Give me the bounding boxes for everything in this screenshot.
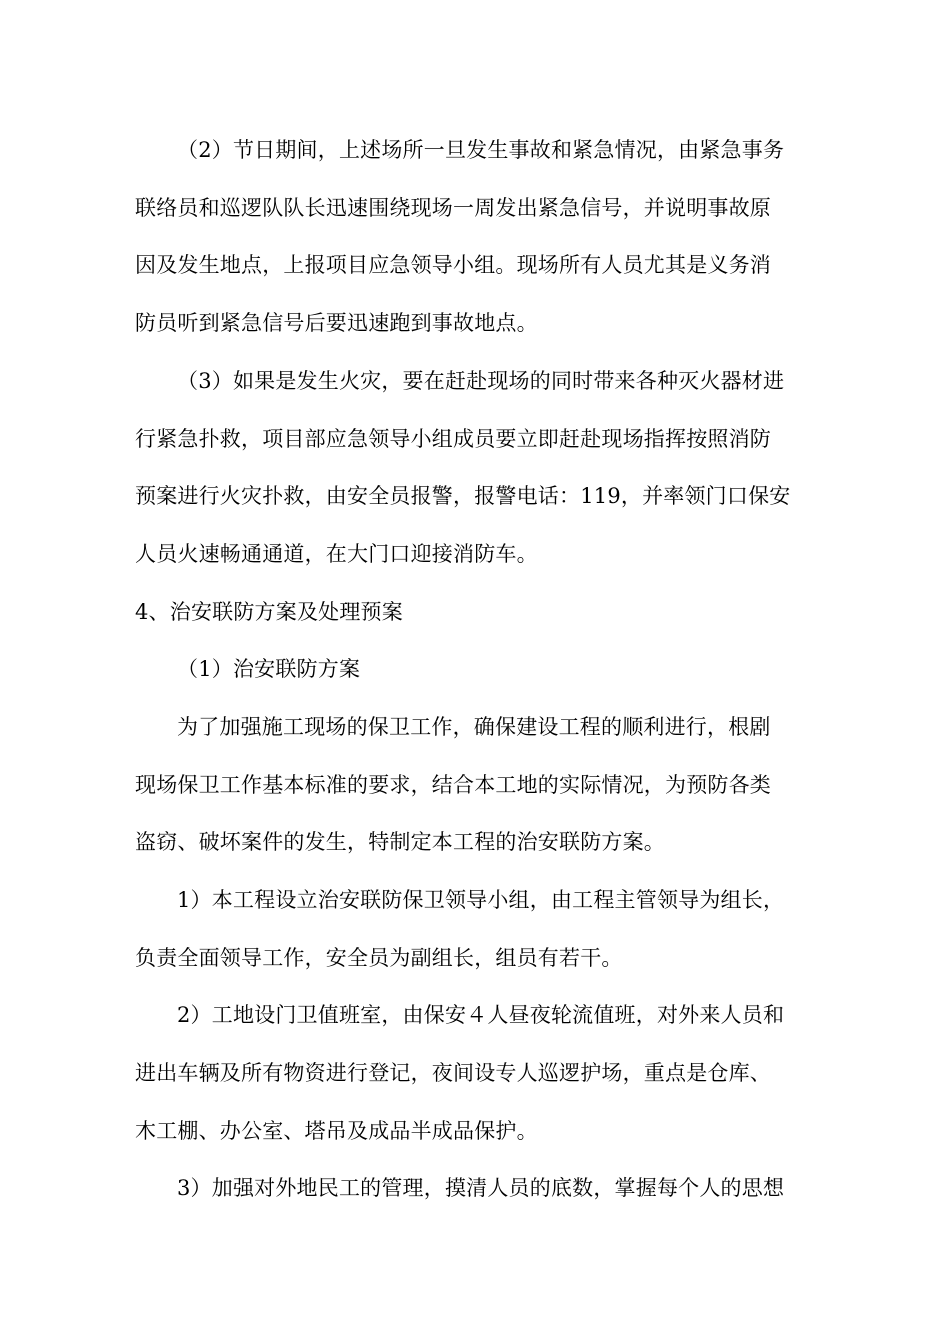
text-line: 人员火速畅通通道，在大门口迎接消防车。 — [135, 542, 538, 566]
text-line: 盗窃、破坏案件的发生，特制定本工程的治安联防方案。 — [135, 830, 665, 854]
text-line: 进出车辆及所有物资进行登记，夜间设专人巡逻护场，重点是仓库、 — [135, 1061, 771, 1085]
text-line: 为了加强施工现场的保卫工作，确保建设工程的顺利进行，根剧 — [177, 715, 771, 739]
text-line: 现场保卫工作基本标准的要求，结合本工地的实际情况，为预防各类 — [135, 773, 771, 797]
text-line: （3）如果是发生火灾，要在赶赴现场的同时带来各种灭火器材进 — [177, 369, 785, 393]
text-line: 行紧急扑救，项目部应急领导小组成员要立即赶赴现场指挥按照消防 — [135, 427, 771, 451]
text-line: 木工棚、办公室、塔吊及成品半成品保护。 — [135, 1119, 538, 1143]
text-line: 1）本工程设立治安联防保卫领导小组，由工程主管领导为组长， — [177, 888, 785, 912]
text-line: 预案进行火灾扑救，由安全员报警，报警电话：119，并率领门口保安 — [135, 484, 791, 508]
text-line: 负责全面领导工作，安全员为副组长，组员有若干。 — [135, 946, 623, 970]
subsection-heading: （1）治安联防方案 — [177, 657, 361, 681]
text-line: 因及发生地点，上报项目应急领导小组。现场所有人员尤其是义务消 — [135, 253, 771, 277]
text-line: 防员听到紧急信号后要迅速跑到事故地点。 — [135, 311, 538, 335]
text-line: 联络员和巡逻队队长迅速围绕现场一周发出紧急信号，并说明事故原 — [135, 196, 771, 220]
text-line: 3）加强对外地民工的管理，摸清人员的底数，掌握每个人的思想 — [177, 1176, 785, 1200]
section-heading: 4、治安联防方案及处理预案 — [135, 600, 403, 624]
text-line: 2）工地设门卫值班室，由保安４人昼夜轮流值班，对外来人员和 — [177, 1003, 785, 1027]
text-line: （2）节日期间，上述场所一旦发生事故和紧急情况，由紧急事务 — [177, 138, 785, 162]
